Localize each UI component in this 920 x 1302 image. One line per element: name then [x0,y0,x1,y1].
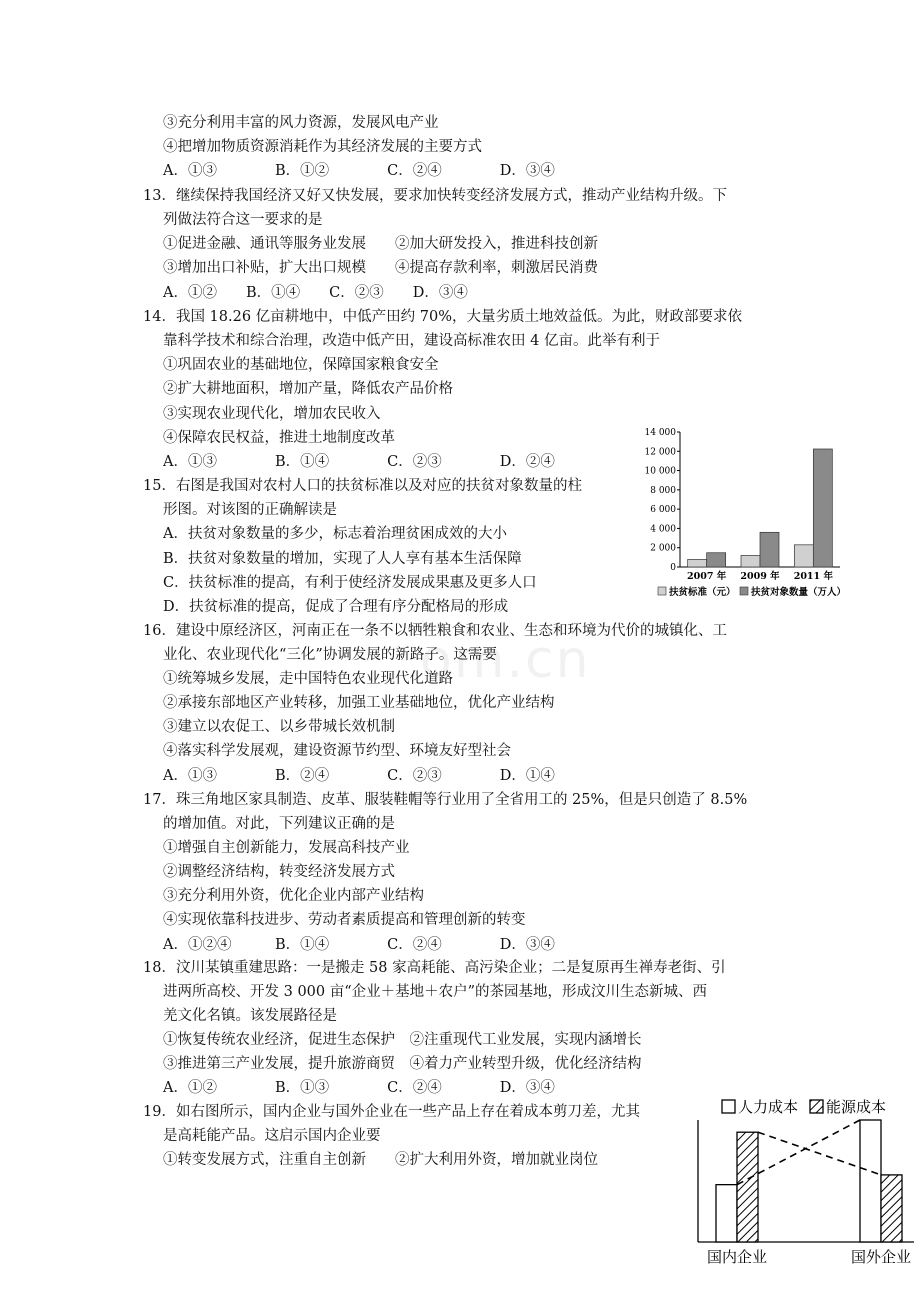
text-line: 业化、农业现代化“三化”协调发展的新路子。这需要 [163,647,497,663]
bar [737,1132,758,1242]
legend-label: 人力成本 [738,1098,799,1116]
text-line: ①转变发展方式，注重自主创新 ②扩大利用外资，增加就业岗位 [163,1152,598,1168]
text-line: A．①③ B．①④ C．②③ D．②④ [163,454,555,470]
text-line: A．①③ B．①② C．②④ D．③④ [163,163,555,179]
text-line: ①促进金融、通讯等服务业发展 ②加大研发投入，推进科技创新 [163,236,598,252]
bar [881,1175,902,1242]
text-line: ②承接东部地区产业转移，加强工业基础地位，优化产业结构 [163,695,555,711]
x-category-label: 2009 年 [740,571,780,582]
text-line: 18．汶川某镇重建思路：一是搬走 58 家高耗能、高污染企业；二是复原再生禅寿老街、引 [143,960,726,976]
legend-swatch [740,587,748,595]
text-line: 15．右图是我国对农村人口的扶贫标准以及对应的扶贫对象数量的柱 [143,478,582,494]
text-line: B．扶贫对象数量的增加，实现了人人享有基本生活保障 [163,551,522,567]
text-line: ②调整经济结构，转变经济发展方式 [163,864,395,880]
text-line: ④落实科学发展观，建设资源节约型、环境友好型社会 [163,743,511,759]
x-category-label: 2007 年 [687,571,727,582]
text-line: ④把增加物质资源消耗作为其经济发展的主要方式 [163,139,482,155]
text-line: 是高耗能产品。这启示国内企业要 [163,1128,381,1144]
text-line: 进两所高校、开发 3 000 亩“企业＋基地＋农户”的茶园基地，形成汶川生态新城、西 [163,984,708,1000]
text-line: ③实现农业现代化，增加农民收入 [163,406,381,422]
text-line: 16．建设中原经济区，河南正在一条不以牺牲粮食和农业、生态和环境为代价的城镇化、工 [143,623,727,639]
text-line: 19．如右图所示，国内企业与国外企业在一些产品上存在着成本剪刀差，尤其 [143,1104,640,1120]
text-line: 靠科学技术和综合治理，改造中低产田，建设高标准农田 4 亿亩。此举有利于 [163,333,660,349]
text-line: 羌文化名镇。该发展路径是 [163,1008,337,1024]
bar [707,553,726,567]
text-line: A．①②④ B．①④ C．②④ D．③④ [163,937,555,953]
text-line: A．①③ B．②④ C．②③ D．①④ [163,768,555,784]
text-line: ③推进第三产业发展，提升旅游商贸 ④着力产业转型升级，优化经济结构 [163,1056,642,1072]
y-tick-label: 0 [670,563,676,573]
poverty-bar-chart [636,424,848,606]
legend-swatch [722,1100,735,1113]
y-tick-label: 2 000 [650,543,676,554]
text-line: ③充分利用外资，优化企业内部产业结构 [163,888,424,904]
cost-comparison-chart [692,1092,920,1272]
x-category-label: 国外企业 [850,1248,912,1266]
bar [741,555,760,567]
text-line: ③建立以农促工、以乡带城长效机制 [163,719,395,735]
y-tick-label: 12 000 [644,447,676,458]
text-line: 17．珠三角地区家具制造、皮革、服装鞋帽等行业用了全省用工的 25%，但是只创造了 8.5% [143,792,748,808]
y-tick-label: 6 000 [650,505,676,516]
bar [813,449,832,567]
y-tick-label: 10 000 [644,466,676,477]
legend-label: 扶贫标准（元） [669,587,736,598]
text-line: A．扶贫对象数量的多少，标志着治理贫困成效的大小 [163,526,507,542]
text-line: 的增加值。对此，下列建议正确的是 [163,816,395,832]
text-line: ①恢复传统农业经济，促进生态保护 ②注重现代工业发展，实现内涵增长 [163,1032,642,1048]
text-line: ①增强自主创新能力，发展高科技产业 [163,840,410,856]
y-tick-label: 4 000 [650,524,676,535]
y-tick-label: 8 000 [650,485,676,496]
text-line: ①统筹城乡发展，走中国特色农业现代化道路 [163,671,453,687]
bar [760,532,779,567]
legend-label: 能源成本 [826,1098,887,1116]
text-line: A．①② B．①③ C．②④ D．③④ [163,1080,555,1096]
text-line: A．①② B．①④ C．②③ D．③④ [163,285,468,301]
y-tick-label: 14 000 [644,428,676,438]
watermark: om.cn [420,630,591,690]
text-line: 列做法符合这一要求的是 [163,212,323,228]
text-line: D．扶贫标准的提高，促成了合理有序分配格局的形成 [163,599,509,615]
text-line: ①巩固农业的基础地位，保障国家粮食安全 [163,357,439,373]
text-line: 13．继续保持我国经济又好又快发展，要求加快转变经济发展方式，推动产业结构升级。下 [143,188,727,204]
text-line: ④实现依靠科技进步、劳动者素质提高和管理创新的转变 [163,912,526,928]
legend-swatch [810,1100,823,1113]
bar [716,1185,737,1242]
bar [688,559,707,567]
text-line: ④保障农民权益，推进土地制度改革 [163,430,395,446]
bar [794,545,813,567]
text-line: C．扶贫标准的提高，有利于使经济发展成果惠及更多人口 [163,575,537,591]
legend-label: 扶贫对象数量（万人） [751,587,847,598]
text-line: ②扩大耕地面积，增加产量，降低农产品价格 [163,381,453,397]
legend-swatch [658,587,666,595]
text-line: ③充分利用丰富的风力资源，发展风电产业 [163,115,439,131]
x-category-label: 2011 年 [793,571,833,582]
bar [860,1120,881,1242]
text-line: ③增加出口补贴，扩大出口规模 ④提高存款利率，刺激居民消费 [163,260,598,276]
text-line: 形图。对该图的正确解读是 [163,502,337,518]
text-line: 14．我国 18.26 亿亩耕地中，中低产田约 70%，大量劣质土地效益低。为此，财政部要求依 [143,309,743,325]
x-category-label: 国内企业 [706,1248,768,1266]
